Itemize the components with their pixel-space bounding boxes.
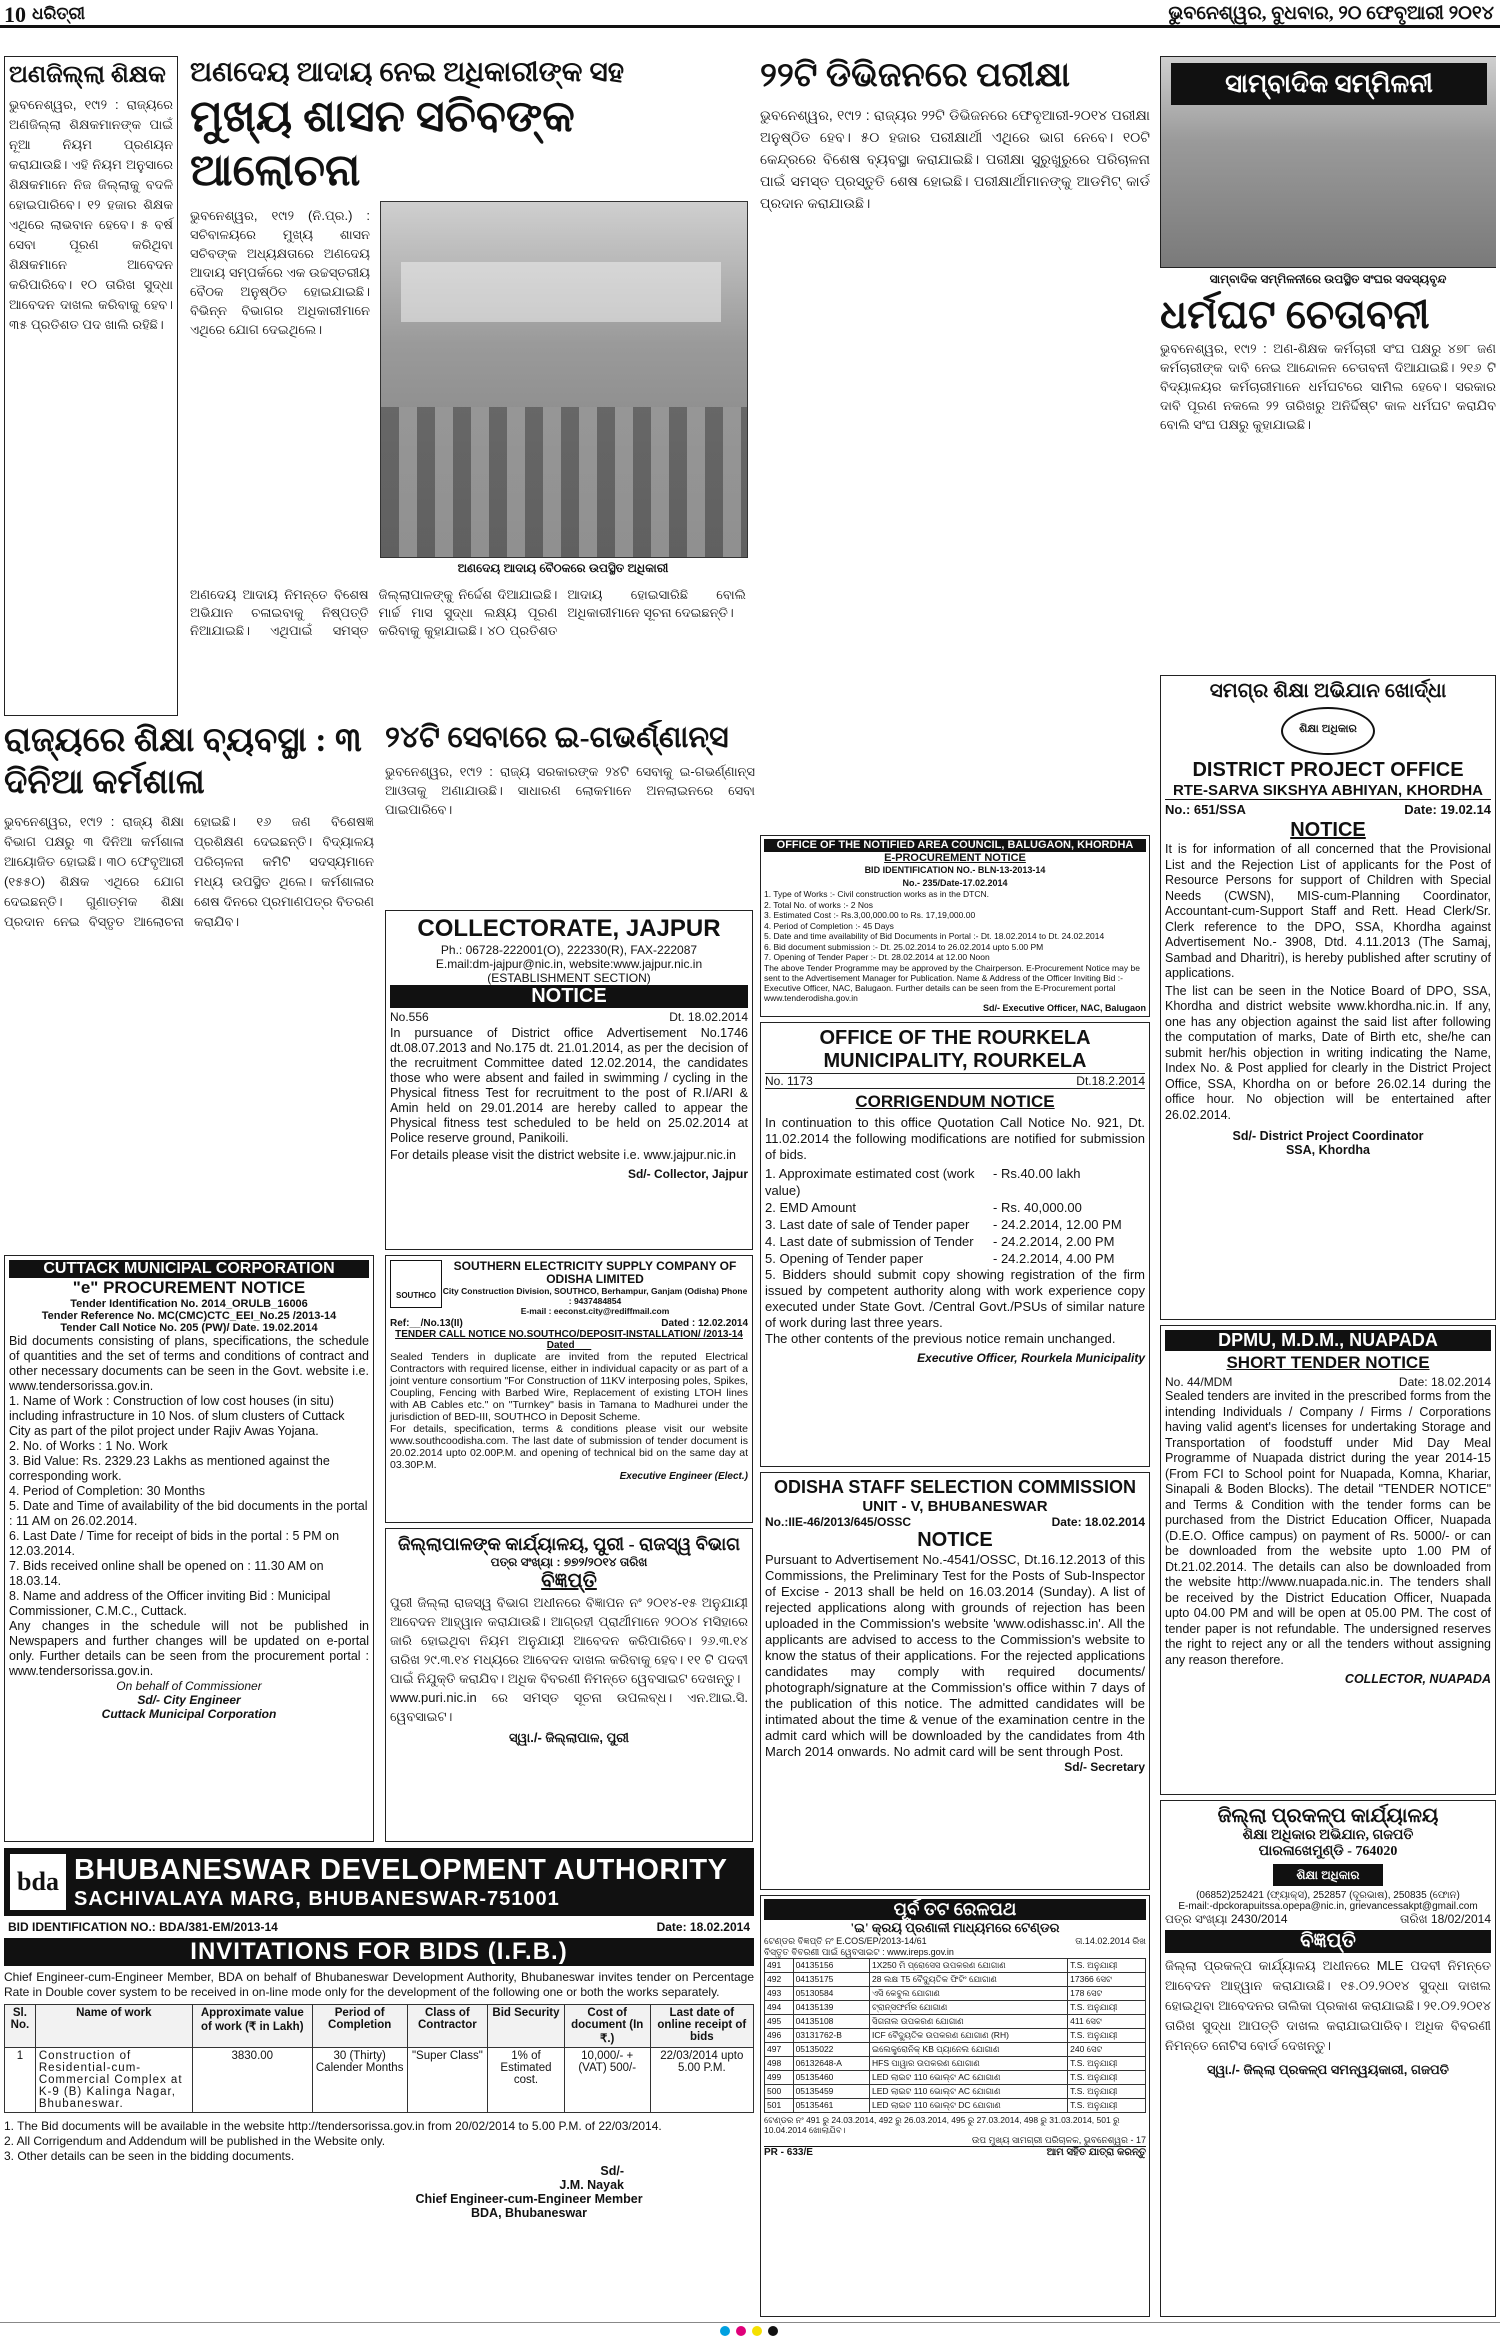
magenta-dot-icon — [736, 2326, 746, 2336]
notice-sign: Sd/- Collector, Jajpur — [627, 1167, 748, 1181]
notice-addr: ପାରଳାଖେମୁଣ୍ଡି - 764020 — [1258, 1844, 1398, 1859]
table-row — [765, 2099, 1146, 2113]
notice-body: Pursuant to Advertisement No.-4541/OSSC, Dt.16.12.2013 of this Commissions, the Preliminary Test for the Posts of Sub-Inspector of Excise - 2013 shall be held on 16.03.2014 (Sunday). A list of rejected applications along with grounds of rejection has been uploaded in the Commission's website 'www.odishassc.in'. All the applicants are advised to access to the Commission's website to know the status of their applications. For the rejected applications candidates may comply with required documents/ photograph/signature at the Commission's office within 7 days of the publication of this notice. The admitted candidates will be intimated about the time & venue of the examination centre in the admit card which will be downloaded by the candidates from 4th March 2014 onwards. No admit card will be sent through Post. — [765, 1552, 1145, 1759]
notice-note: Any changes in the schedule will not be published in Newspapers and further changes will be updated on e-portal only. Further details can be seen from the procurement portal : www.tendersorissa.gov.in. — [9, 1619, 369, 1678]
table-cell: 04135175 — [793, 1973, 869, 1987]
tender-site: ବିସ୍ତୃତ ବିବରଣୀ ପାଇଁ ୱେବସାଇଟ : www.ireps.gov.in — [764, 1947, 954, 1957]
table-cell: ଇଲେକ୍ଟ୍ରୋନିକ୍ KB ପ୍ୟାନେଲ ଯୋଗାଣ — [870, 2043, 1068, 2057]
rourkela-notice — [760, 1022, 1150, 1467]
item-value: - 24.2.2014, 4.00 PM — [993, 1251, 1115, 1266]
banner-text: ସାମ୍ବାଦିକ ସମ୍ମିଳନୀ — [1171, 63, 1487, 105]
table-header-cell: Name of work — [35, 2005, 192, 2048]
notice-no: No. 44/MDM — [1165, 1375, 1233, 1389]
notice-title: ପୂର୍ବ ତଟ ରେଳପଥ — [764, 1899, 1146, 1920]
notice-note: The above Tender Programme may be approved by the Chairperson. E-Procurement Notice may be sent to the Advertisement Manager for Publication. Name & Address of the Officer Inviting Bid :- Executive Officer, NAC, Balugaon. Further details can be seen from the E-Procurement portal www.tenderodisha.gov.in — [764, 962, 1140, 1003]
notice-title: OFFICE OF THE ROURKELA MUNICIPALITY, ROURKELA — [819, 1027, 1091, 1072]
dpo-khordha-notice — [1160, 675, 1496, 1320]
print-registration-marks — [0, 2322, 1500, 2339]
notice-no: ପତ୍ର ସଂଖ୍ୟା : ୭୭୨/୨୦୧୪ ତାରିଖ — [490, 1555, 648, 1569]
page-number: 10 — [4, 2, 26, 27]
notice-no: No.556 — [390, 1010, 429, 1024]
table-cell: ଏସି କେବୁଲ ଯୋଗାଣ — [870, 1987, 1068, 2001]
notice-line: 2. Total No. of works :- 2 Nos — [764, 899, 873, 910]
notice-item: 4. Period of Completion: 30 Months — [9, 1484, 205, 1498]
notice-title: COLLECTORATE, JAJPUR — [417, 915, 721, 942]
table-cell: 3830.00 — [192, 2048, 312, 2113]
table-row — [765, 2015, 1146, 2029]
notice-email: E-mail : eeconst.city@rediffmail.com — [520, 1306, 670, 1316]
notice-line: 6. Bid document submission :- Dt. 25.02.2014 to 26.02.2014 upto 5.00 PM — [764, 941, 1044, 952]
table-cell: 497 — [765, 2043, 794, 2057]
notice-item: 3. Bid Value: Rs. 2329.23 Lakhs as mentioned against the corresponding work. — [9, 1454, 330, 1483]
notice-item — [765, 1199, 1145, 1216]
yellow-dot-icon — [752, 2326, 762, 2336]
bda-intro: Chief Engineer-cum-Engineer Member, BDA on behalf of Bhubaneswar Development Authority, Bhubaneswar invites tender on Percentage Rate in Double cover system to be received in on-line mode only for the development of the following one or both the works separately. — [4, 1970, 754, 1999]
table-cell: 500 — [765, 2085, 794, 2099]
notice-body: ଜିଲ୍ଲା ପ୍ରକଳ୍ପ କାର୍ଯ୍ୟାଳୟ ଅଧୀନରେ MLE ପଦବୀ ନିମନ୍ତେ ଆବେଦନ ଆହ୍ୱାନ କରାଯାଉଛି। ୧୫.୦୨.୨୦୧୪ ସୁଦ୍ଧା ଦାଖଲ ହୋଇଥିବା ଆବେଦନର ତାଲିକା ପ୍ରକାଶ କରାଯାଇଛି। ୨୧.୦୨.୨୦୧୪ ତାରିଖ ସୁଦ୍ଧା ଆପତ୍ତି ଦାଖଲ କରାଯାଇପାରିବ। ଅଧିକ ବିବରଣୀ ନିମନ୍ତେ ନୋଟିସ ବୋର୍ଡ ଦେଖନ୍ତୁ। — [1165, 1958, 1491, 2053]
table-cell: T.S. ଅନୁଯାୟୀ — [1068, 2071, 1146, 2085]
sign-org: BDA, Bhubaneswar — [471, 2206, 587, 2220]
notice-email: E-mail:-dpckorapuitssa.opepa@nic.in, grievancessakpt@gmail.com — [1178, 1901, 1478, 1912]
table-cell: ଟ୍ରାନ୍ସଫର୍ମର ଯୋଗାଣ — [870, 2001, 1068, 2015]
notice-date: Date: 18.02.2014 — [1398, 1375, 1491, 1389]
sign-3: Cuttack Municipal Corporation — [101, 1707, 277, 1721]
notice-sign: COLLECTOR, NUAPADA — [1344, 1672, 1491, 1686]
table-cell: LED ଲାଇଟ 110 ଭୋଲ୍ଟ AC ଯୋଗାଣ — [870, 2085, 1068, 2099]
notice-line: 4. Period of Completion :- 45 Days — [764, 920, 894, 931]
notice-web: www.puri.nic.in ରେ ସମସ୍ତ ସୂଚନା ଉପଲବ୍ଧ। ଏନ.ଆଇ.ସି. ୱେବସାଇଟ। — [390, 1690, 748, 1724]
notice-no: No.- 235/Date-17.02.2014 — [902, 877, 1008, 888]
table-cell: 10,000/- + (VAT) 500/- — [564, 2048, 650, 2113]
notice-item — [765, 1250, 1145, 1267]
notice-title: ଜିଲ୍ଲା ପ୍ରକଳ୍ପ କାର୍ଯ୍ୟାଳୟ — [1217, 1805, 1439, 1827]
notice-item — [765, 1165, 1145, 1199]
masthead-small: ଧରିତ୍ରୀ — [32, 4, 86, 23]
office-name: DISTRICT PROJECT OFFICE — [1192, 759, 1464, 781]
press-meet-photo — [1160, 56, 1496, 268]
notice-date: ତାରିଖ 18/02/2014 — [1399, 1912, 1491, 1926]
cuttack-notice — [4, 1255, 374, 1842]
table-cell: 491 — [765, 1959, 794, 1973]
notice-other: The other contents of the previous notice remain unchanged. — [765, 1331, 1116, 1346]
item-label: 1. Approximate estimated cost (work value) — [765, 1166, 975, 1198]
notice-body: In continuation to this office Quotation Call Notice No. 921, Dt. 11.02.2014 the following modifications are notified for submission of bids. — [765, 1115, 1145, 1162]
article-mid-left — [4, 720, 374, 1260]
notice-ref: Ref:__/No.13(II) — [390, 1318, 463, 1329]
ossc-notice — [760, 1472, 1150, 1890]
notice-body: Sealed Tenders in duplicate are invited from the reputed Electrical Contractors with required license, either in individual capacity or as part of a joint venture consortium "For Construction of 11KV interposing poles, Spikes, Coupling, Fencing with Barbed Wire, Replacement of existing LTOH lines with AB Cables etc." on "Turnkey" basis in Tamana to Madhurei under the jurisdiction of BED-III, SOUTHCO in Deposit Scheme. — [390, 1351, 748, 1423]
tender-call: TENDER CALL NOTICE NO.SOUTHCO/DEPOSIT-INSTALLATION/ /2013-14 Dated___ — [395, 1329, 743, 1351]
notice-body-2: The list can be seen in the Notice Board of DPO, SSA, Khordha and district website www.khordha.nic.in. If any, one has any objection against the said list after following the computation of marks, Date of Birth etc, she/he can submit her/his objection in writing indicating the Name, Index No. & Post applied for clearly in the District Project Office, SSA, Khordha on or before 26.02.14 during the office hour. No objection will be entertained after 26.02.2014. — [1165, 983, 1491, 1122]
bda-note: 3. Other details can be seen in the bidding documents. — [4, 2149, 295, 2163]
article-col3-top — [760, 56, 1150, 566]
table-cell: 05135460 — [793, 2071, 869, 2085]
bda-title: BHUBANESWAR DEVELOPMENT AUTHORITY — [74, 1854, 728, 1886]
notice-date: Dated : 12.02.2014 — [661, 1318, 748, 1329]
table-header-cell: Class of Contractor — [407, 2005, 488, 2048]
notice-title: CUTTACK MUNICIPAL CORPORATION — [9, 1260, 369, 1278]
notice-item: 8. Name and address of the Officer inviting Bid : Municipal Commissioner, C.M.C., Cuttack. — [9, 1589, 331, 1618]
notice-items — [9, 1394, 369, 1619]
article-col4-top — [1160, 56, 1496, 666]
notice-body: It is for information of all concerned that the Provisional List and the Rejection List of applicants for the Post of Resource Persons for support of Children with Special Needs (CWSN), MIS-cum-Planning Coordinator, Accountant-cum-Support Staff and Rett. Head Clerk/Sr. Clerk reference to the DPO, SSA, Khordha against Advertisement No.- 3908, Dtd. 4.11.2013 (The Samaj, Sambad and Dharitri), is hereby published after scrutiny of applications. — [1165, 842, 1491, 980]
table-cell: 05135459 — [793, 2085, 869, 2099]
notice-sign-2: SSA, Khordha — [1285, 1143, 1371, 1157]
notice-lines — [764, 889, 1146, 963]
item-label: 5. Opening of Tender paper — [765, 1251, 924, 1266]
notice-title: ODISHA STAFF SELECTION COMMISSION — [773, 1477, 1136, 1497]
article-body: ଭୁବନେଶ୍ୱର, ୧୯ା୨ : ରାଜ୍ୟର ୨୨ଟି ଡିଭିଜନରେ ଫେବୃଆରୀ-୨୦୧୪ ପରୀକ୍ଷା ଅନୁଷ୍ଠିତ ହେବ। ୫୦ ହଜାର ପରୀକ୍ଷାର୍ଥୀ ଏଥିରେ ଭାଗ ନେବେ। ୧୦ଟି କେନ୍ଦ୍ରରେ ବିଶେଷ ବ୍ୟବସ୍ଥା କରାଯାଇଛି। ପରୀକ୍ଷା ସୁରୁଖୁରୁରେ ପରିଚାଳନା ପାଇଁ ସମସ୍ତ ପ୍ରସ୍ତୁତି ଶେଷ ହୋଇଛି। ପରୀକ୍ଷାର୍ଥୀମାନଙ୍କୁ ଆଡମିଟ୍ କାର୍ଡ ପ୍ରଦାନ କରାଯାଉଛି। — [760, 107, 1150, 211]
notice-division: City Construction Division, SOUTHCO, Berhampur, Ganjam (Odisha) Phone : 9437484854 — [442, 1286, 748, 1306]
notice-heading: CORRIGENDUM NOTICE — [855, 1092, 1055, 1111]
item-label: 4. Last date of submission of Tender — [765, 1234, 974, 1249]
notice-item-6: 5. Bidders should submit copy showing registration of the firm issued by competent authority along with work experience copy executed under State Govt. /Central Govt./PSUs of similar nature of work during last three years. — [765, 1267, 1145, 1330]
table-cell: 06132648-A — [793, 2057, 869, 2071]
table-row — [765, 2071, 1146, 2085]
table-cell: 22/03/2014 upto 5.00 P.M. — [650, 2048, 753, 2113]
notice-item: 6. Last Date / Time for receipt of bids in the portal : 5 PM on 12.03.2014. — [9, 1529, 340, 1558]
puri-notice — [385, 1528, 753, 1842]
table-row — [765, 2029, 1146, 2043]
notice-no: No.:IIE-46/2013/645/OSSC — [765, 1515, 912, 1529]
table-header-cell: Cost of document (In ₹.) — [564, 2005, 650, 2048]
notice-title: ସମଗ୍ର ଶିକ୍ଷା ଅଭିଯାନ ଖୋର୍ଦ୍ଧା — [1209, 680, 1447, 702]
table-header-cell: Period of Completion — [312, 2005, 407, 2048]
notice-item — [765, 1216, 1145, 1233]
main-headline-2: ମୁଖ୍ୟ ଶାସନ ସଚିବଙ୍କ ଆଲୋଚନା — [190, 92, 575, 195]
main-headline-1: ଅଣଦେୟ ଆଦାୟ ନେଇ ଅଧିକାରୀଙ୍କ ସହ — [190, 57, 625, 88]
notice-line: 1. Type of Works :- Civil construction works as in the DTCN. — [764, 889, 990, 899]
dpo-gajapati-notice — [1160, 1800, 1496, 2317]
table-cell: 28 ଲକ୍ଷ T5 ବୈଦ୍ୟୁତିକ ଫିଟିଂ ଯୋଗାଣ — [870, 1973, 1068, 1987]
notice-item: 5. Date and Time of availability of the bid documents in the portal : 11 AM on 26.02.2014. — [9, 1499, 368, 1528]
table-cell: T.S. ଅନୁଯାୟୀ — [1068, 2085, 1146, 2099]
main-body-1: ଭୁବନେଶ୍ୱର, ୧୯ା୨ (ନି.ପ୍ର.) : ସଚିବାଳୟରେ ମୁଖ୍ୟ ଶାସନ ସଚିବଙ୍କ ଅଧ୍ୟକ୍ଷତାରେ ଅଣଦେୟ ଆଦାୟ ସମ୍ପର୍କରେ ଏକ ଉଚ୍ଚସ୍ତରୀୟ ବୈଠକ ଅନୁଷ୍ଠିତ ହୋଇଯାଇଛି। ବିଭିନ୍ନ ବିଭାଗର ଅଧିକାରୀମାନେ ଏଥିରେ ଯୋଗ ଦେଇଥିଲେ। — [190, 208, 370, 337]
table-cell: 1% of Estimated cost. — [488, 2048, 565, 2113]
headline: ଧର୍ମଘଟ ଚେତାବନୀ — [1160, 292, 1430, 337]
notice-date: Date: 19.02.14 — [1404, 802, 1491, 817]
notice-no: No.: 651/SSA — [1165, 802, 1246, 817]
table-cell: ସିଗନାଲ ଉପକରଣ ଯୋଗାଣ — [870, 2015, 1068, 2029]
notice-item: 2. No. of Works : 1 No. Work — [9, 1439, 168, 1453]
table-cell: 05135022 — [793, 2043, 869, 2057]
notice-sign-1: Sd/- District Project Coordinator — [1232, 1129, 1424, 1143]
table-cell: 499 — [765, 2071, 794, 2085]
sign-desig: Chief Engineer-cum-Engineer Member — [415, 2192, 643, 2206]
table-cell: T.S. ଅନୁଯାୟୀ — [1068, 2001, 1146, 2015]
table-row — [765, 1973, 1146, 1987]
headline: ରାଜ୍ୟରେ ଶିକ୍ଷା ବ୍ୟବସ୍ଥା : ୩ ଦିନିଆ କର୍ମଶାଳା — [4, 722, 362, 801]
notice-more: For details please visit the district website i.e. www.jajpur.nic.in — [390, 1148, 736, 1162]
tender-foot: ଟେଣ୍ଡର ନଂ 491 ରୁ 24.03.2014, 492 ରୁ 26.03.2014, 495 ରୁ 27.03.2014, 498 ରୁ 31.03.2014, 501 ରୁ 10.04.2014 ଖୋଲାଯିବ। — [764, 2115, 1120, 2135]
notice-sub: ଶିକ୍ଷା ଅଧିକାର ଅଭିଯାନ, ଗଜପତି — [1242, 1828, 1414, 1843]
notice-title: OFFICE OF THE NOTIFIED AREA COUNCIL, BALUGAON, KHORDHA — [764, 839, 1146, 852]
table-cell: 493 — [765, 1987, 794, 2001]
article-body: ଭୁବନେଶ୍ୱର, ୧୯ା୨ : ରାଜ୍ୟ ଶିକ୍ଷା ବିଭାଗ ପକ୍ଷରୁ ୩ ଦିନିଆ କର୍ମଶାଳା ଆୟୋଜିତ ହୋଇଛି। ୩୦ ଫେବୃଆରୀ (୧୫୫୦) ଶିକ୍ଷକ ଏଥିରେ ଯୋଗ ଦେଇଛନ୍ତି। ଗୁଣାତ୍ମକ ଶିକ୍ଷା ପ୍ରଦାନ ନେଇ ବିସ୍ତୃତ ଆଲୋଚନା ହୋଇଛି। ୧୬ ଜଣ ବିଶେଷଜ୍ଞ ପ୍ରଶିକ୍ଷଣ ଦେଇଛନ୍ତି। ବିଦ୍ୟାଳୟ ପରିଚାଳନା କମିଟି ସଦସ୍ୟମାନେ ମଧ୍ୟ ଉପସ୍ଥିତ ଥିଲେ। କର୍ମଶାଳାର ଶେଷ ଦିନରେ ପ୍ରମାଣପତ୍ର ବିତରଣ କରାଯିବ। — [4, 814, 374, 929]
table-cell: 411 ସେଟ — [1068, 2015, 1146, 2029]
table-cell: T.S. ଅନୁଯାୟୀ — [1068, 2057, 1146, 2071]
date-line: ଭୁବନେଶ୍ୱର, ବୁଧବାର, ୨୦ ଫେବୃଆରୀ ୨୦୧୪ — [1168, 3, 1494, 24]
table-cell: 17366 ସେଟ — [1068, 1973, 1146, 1987]
bid-id: BID IDENTIFICATION NO.- BLN-13-2013-14 — [864, 865, 1046, 875]
article-body: ଭୁବନେଶ୍ୱର, ୧୯ା୨ : ରାଜ୍ୟ ସରକାରଙ୍କ ୨୪ଟି ସେବାକୁ ଇ-ଗଭର୍ଣ୍ଣାନ୍ସ ଆଓତାକୁ ଅଣାଯାଉଛି। ସାଧାରଣ ଲୋକମାନେ ଅନଲାଇନରେ ସେବା ପାଇପାରିବେ। — [385, 764, 755, 817]
notice-phone: (06852)252421 (ଫ୍ୟାକ୍ସ), 252857 (ଦୂରଭାଷ), 250835 (ଫୋନ) — [1196, 1890, 1460, 1901]
bda-addr: SACHIVALAYA MARG, BHUBANESWAR-751001 — [74, 1888, 560, 1910]
table-cell: 30 (Thirty) Calender Months — [312, 2048, 407, 2113]
ifb-heading: INVITATIONS FOR BIDS (I.F.B.) — [4, 1938, 754, 1966]
table-row — [765, 2043, 1146, 2057]
notice-sign: Sd/- Secretary — [1064, 1760, 1145, 1774]
item-value: - 24.2.2014, 12.00 PM — [993, 1217, 1122, 1232]
article-body: ଭୁବନେଶ୍ୱର, ୧୯ା୨ : ରାଜ୍ୟରେ ଅଣଜିଲ୍ଲା ଶିକ୍ଷକମାନଙ୍କ ପାଇଁ ନୂଆ ନିୟମ ପ୍ରଣୟନ କରାଯାଉଛି। ଏହି ନିୟମ ଅନୁସାରେ ଶିକ୍ଷକମାନେ ନିଜ ଜିଲ୍ଲାକୁ ବଦଳି ହୋଇପାରିବେ। ୧୨ ହଜାର ଶିକ୍ଷକ ଏଥିରେ ଲାଭବାନ ହେବେ। ୫ ବର୍ଷ ସେବା ପୂରଣ କରିଥିବା ଶିକ୍ଷକମାନେ ଆବେଦନ କରିପାରିବେ। ୧୦ ତାରିଖ ସୁଦ୍ଧା ଆବେଦନ ଦାଖଲ କରିବାକୁ ହେବ। ୩୫ ପ୍ରତିଶତ ପଦ ଖାଲି ରହିଛି। — [9, 97, 173, 332]
table-cell: LED ଲାଇଟ 110 ଭୋଲ୍ଟ AC ଯୋଗାଣ — [870, 2071, 1068, 2085]
table-row — [765, 1959, 1146, 1973]
bda-table — [4, 2004, 754, 2113]
sign-name: J.M. Nayak — [559, 2178, 624, 2192]
notice-more: For details, specification, terms & conditions please visit our website www.southcoodisha.com. The last date of submission of tender document is 20.02.2014 upto 02.00P.M. and opening of technical bid on the same day at 03.30P.M. — [390, 1423, 748, 1471]
item-label: 2. EMD Amount — [765, 1200, 857, 1215]
table-header-cell: Approximate value of work (₹ in Lakh) — [192, 2005, 312, 2048]
tender-table — [764, 1958, 1146, 2113]
table-cell: 04135156 — [793, 1959, 869, 1973]
notice-title: ଜିଲ୍ଲାପାଳଙ୍କ କାର୍ଯ୍ୟାଳୟ, ପୁରୀ - ରାଜସ୍ୱ ବିଭାଗ — [397, 1534, 741, 1554]
headline: ୨୪ଟି ସେବାରେ ଇ-ଗଭର୍ଣ୍ଣାନ୍ସ — [385, 721, 729, 754]
notice-body: Sealed tenders are invited in the prescribed forms from the intending Individuals / Company / Firms / Corporations having valid agent's licenses for undertaking Storage and Transportation of foodstuff under Mid Day Meal Programme of Nuapada district during the year 2014-15 (From FCI to School point for Nuapada, Komna, Khariar, Sinapali & Boden Blocks). The detail "TENDER NOTICE" and Terms & Condition with the tender forms can be purchased from the District Education Officer, Nuapada (D.E.O. Office campus) on payment of Rs. 5000/- or can be downloaded from the website upto 1.00 PM of Dt.21.02.2014. The details can also be downloaded from the website http://www.nuapada.nic.in. The tenders shall be received by the District Education Officer, Nuapada upto 04.00 PM and will be open at 05.00 PM. The cost of tender paper is not refundable. The undersigned reserves the right to reject any or all the tenders without assigning any reason therefore. — [1165, 1389, 1491, 1667]
notice-sign: ସ୍ୱା./- ଜିଲ୍ଲାପାଳ, ପୁରୀ — [509, 1730, 629, 1745]
item-label: 3. Last date of sale of Tender paper — [765, 1217, 970, 1232]
photo-caption: ସାମ୍ବାଦିକ ସମ୍ମିଳନୀରେ ଉପସ୍ଥିତ ସଂଘର ସଦସ୍ୟବୃନ୍ଦ — [1209, 272, 1447, 286]
east-coast-railway-tender — [760, 1895, 1150, 2317]
notice-heading: NOTICE — [1290, 819, 1366, 841]
item-value: - 24.2.2014, 2.00 PM — [993, 1234, 1115, 1249]
notice-heading: ବିଜ୍ଞପ୍ତି — [1165, 1930, 1491, 1953]
notice-item: 7. Bids received online shall be opened on : 11.30 AM on 18.03.14. — [9, 1559, 324, 1588]
table-cell: 178 ସେଟ — [1068, 1987, 1146, 2001]
table-cell: T.S. ଅନୁଯାୟୀ — [1068, 2099, 1146, 2113]
table-header-cell: Last date of online receipt of bids — [650, 2005, 753, 2048]
table-cell: T.S. ଅନୁଯାୟୀ — [1068, 1959, 1146, 1973]
notice-sub: UNIT - V, BHUBANESWAR — [862, 1498, 1048, 1515]
dpmu-nuapada-notice — [1160, 1325, 1496, 1795]
tender-ref: ଟେଣ୍ଡର ବିଜ୍ଞପ୍ତି ନଂ E.COS/EP/2013-14/61 — [764, 1936, 927, 1946]
pr-number: PR - 633/E — [764, 2147, 813, 2158]
table-cell: 498 — [765, 2057, 794, 2071]
table-cell: LED ଲାଇଟ 110 ଭୋଲ୍ଟ DC ଯୋଗାଣ — [870, 2099, 1068, 2113]
tender-date: ତା.14.02.2014 ରିଖ — [1075, 1936, 1146, 1946]
notice-body: In pursuance of District office Advertisement No.1746 dt.08.07.2013 and No.175 dt. 21.01.2014, as per the decision of the recruitment Committee dated 12.02.2014, the candidates those who were absent and failed in swimming / cycling in the Physical fitness Test for recruitment to the post of R.I/ARI & Amin held on 29.01.2014 are hereby called to appear the Physical fitness test scheduled to be held on 25.02.2014 at Police reserve ground, Panikoili. — [390, 1026, 748, 1145]
table-cell: 240 ସେଟ — [1068, 2043, 1146, 2057]
notice-body: ପୁରୀ ଜିଲ୍ଲା ରାଜସ୍ୱ ବିଭାଗ ଅଧୀନରେ ବିଜ୍ଞାପନ ନଂ ୨୦୧୪-୧୫ ଅନୁଯାୟୀ ଆବେଦନ ଆହ୍ୱାନ କରାଯାଉଛି। ଆଗ୍ରହୀ ପ୍ରାର୍ଥୀମାନେ ୨୦୦୪ ମସିହାରେ ଜାରି ହୋଇଥିବା ନିୟମ ଅନୁଯାୟୀ ଆବେଦନ କରିପାରିବେ। ୨୬.୩.୧୪ ତାରିଖ ୨୯.୩.୧୪ ମଧ୍ୟରେ ଆବେଦନ ଦାଖଲ କରିବାକୁ ହେବ। ୧୧ ଟି ପଦବୀ ପାଇଁ ନିଯୁକ୍ତି କରାଯିବ। ଅଧିକ ବିବରଣୀ ନିମନ୍ତେ ୱେବସାଇଟ ଦେଖନ୍ତୁ। — [390, 1595, 748, 1686]
table-row — [765, 2001, 1146, 2015]
notice-items — [765, 1165, 1145, 1267]
sign-2: Sd/- City Engineer — [137, 1693, 241, 1707]
notice-sub: "e" PROCUREMENT NOTICE — [72, 1278, 306, 1297]
bda-note: 2. All Corrigendum and Addendum will be published in the Website only. — [4, 2134, 386, 2148]
table-cell: Construction of Residential-cum-Commercial Complex at K-9 (B) Kalinga Nagar, Bhubaneswar. — [35, 2048, 192, 2113]
table-cell: 1X250 ମି ପ୍ରୋସେସ ଉପକରଣ ଯୋଗାଣ — [870, 1959, 1068, 1973]
table-cell: 04135108 — [793, 2015, 869, 2029]
table-cell: 494 — [765, 2001, 794, 2015]
article-body: ଭୁବନେଶ୍ୱର, ୧୯ା୨ : ଅଣ-ଶିକ୍ଷକ କର୍ମଚାରୀ ସଂଘ ପକ୍ଷରୁ ୪୭୮ ଜଣ କର୍ମଚାରୀଙ୍କ ଦାବି ନେଇ ଆନ୍ଦୋଳନ ଚେତାବନୀ ଦିଆଯାଇଛି। ୨୧୬ ଟି ବିଦ୍ୟାଳୟର କର୍ମଚାରୀମାନେ ଧର୍ମଘଟରେ ସାମିଲ ହେବେ। ସରକାର ଦାବି ପୂରଣ ନକଲେ ୨୨ ତାରିଖରୁ ଅନିର୍ଦ୍ଦିଷ୍ଟ କାଳ ଧର୍ମଘଟ କରାଯିବ ବୋଲି ସଂଘ ପକ୍ଷରୁ କୁହାଯାଇଛି। — [1160, 341, 1496, 432]
notice-sub: 'ଇ' କ୍ରୟ ପ୍ରଣାଳୀ ମାଧ୍ୟମରେ ଟେଣ୍ଡର — [850, 1920, 1060, 1935]
notice-heading: NOTICE — [390, 985, 748, 1008]
table-cell: HFS ପାୱାର ଉପକରଣ ଯୋଗାଣ — [870, 2057, 1068, 2071]
bda-banner — [4, 1848, 754, 1916]
main-body-2: ଅଣଦେୟ ଆଦାୟ ନିମନ୍ତେ ବିଶେଷ ଅଭିଯାନ ଚଳାଇବାକୁ ନିଷ୍ପତ୍ତି ନିଆଯାଇଛି। ଏଥିପାଇଁ ସମସ୍ତ ଜିଲ୍ଲାପାଳଙ୍କୁ ନିର୍ଦ୍ଦେଶ ଦିଆଯାଇଛି। ମାର୍ଚ୍ଚ ମାସ ସୁଦ୍ଧା ଲକ୍ଷ୍ୟ ପୂରଣ କରିବାକୁ କୁହାଯାଇଛି। ୪୦ ପ୍ରତିଶତ ଆଦାୟ ହୋଇସାରିଛି ବୋଲି ଅଧିକାରୀମାନେ ସୂଚନା ଦେଇଛନ୍ତି। — [190, 587, 746, 638]
table-row — [765, 1987, 1146, 2001]
tender-ref: Tender Reference No. MC(CMC)CTC_EEI_No.25 /2013-14 — [41, 1310, 337, 1322]
notice-sign: ସ୍ୱା./- ଜିଲ୍ଲା ପ୍ରକଳ୍ପ ସମନ୍ୱୟକାରୀ, ଗଜପତି — [1207, 2062, 1449, 2077]
bda-notice — [4, 1848, 754, 2318]
sign-1: On behalf of Commissioner — [116, 1679, 262, 1693]
table-header-cell: Sl. No. — [5, 2005, 36, 2048]
notice-line: 7. Opening of Tender Paper :- Dt. 28.02.2014 at 12.00 Noon — [764, 952, 990, 962]
table-cell: ICF ବୈଦ୍ୟୁତିକ ଉପକରଣ ଯୋଗାଣ (RH) — [870, 2029, 1068, 2043]
notice-title: DPMU, M.D.M., NUAPADA — [1165, 1330, 1491, 1351]
table-cell: T.S. ଅନୁଯାୟୀ — [1068, 2029, 1146, 2043]
table-cell: 03131762-B — [793, 2029, 869, 2043]
table-cell: 496 — [765, 2029, 794, 2043]
notice-date: Dt.18.2.2014 — [1076, 1074, 1145, 1088]
notice-section: (ESTABLISHMENT SECTION) — [487, 971, 651, 985]
table-row — [765, 2085, 1146, 2099]
headline: ଅଣଜିଲ୍ଲା ଶିକ୍ଷକ — [9, 62, 166, 88]
table-cell: 1 — [5, 2048, 36, 2113]
table-cell: 492 — [765, 1973, 794, 1987]
rail-slogan: ଆମ ସହିତ ଯାତ୍ରା କରନ୍ତୁ — [1046, 2147, 1146, 2158]
table-row — [765, 2057, 1146, 2071]
article-col1-top — [4, 56, 178, 716]
bda-note: 1. The Bid documents will be available in the website http://tendersorissa.gov.in from 20/02/2014 to 5.00 P.M. of 22/03/2014. — [4, 2119, 662, 2133]
notice-heading: ବିଜ୍ଞପ୍ତି — [541, 1570, 597, 1592]
notice-no: No. 1173 — [765, 1074, 813, 1088]
notice-item: 1. Name of Work : Construction of low cost houses (in situ) including infrastructure in 10 Nos. of slum clusters of Cuttack City as part of the pilot project under Rajiv Awas Yojana. — [9, 1394, 345, 1438]
notice-line: 3. Estimated Cost :- Rs.3,00,000.00 to Rs. 17,19,000.00 — [764, 910, 976, 920]
notice-line: 5. Date and time availability of Bid Documents in Portal :- Dt. 18.02.2014 to Dt. 24.02.2014 — [764, 931, 1105, 941]
notice-sign: Executive Officer, Rourkela Municipality — [917, 1351, 1145, 1365]
rte-logo-icon: ଶିକ୍ଷା ଅଧିକାର — [1273, 1864, 1383, 1886]
table-header-cell: Bid Security — [488, 2005, 565, 2048]
cyan-dot-icon — [720, 2326, 730, 2336]
bid-id: BID IDENTIFICATION NO.: BDA/381-EM/2013-14 — [8, 1920, 278, 1934]
jajpur-notice — [385, 910, 753, 1250]
table-cell: "Super Class" — [407, 2048, 488, 2113]
sign-sd: Sd/- — [600, 2164, 624, 2178]
meeting-photo — [380, 201, 748, 558]
notice-sub: E-PROCUREMENT NOTICE — [884, 851, 1026, 864]
tender-sign: ଉପ ମୁଖ୍ୟ ସାମଗ୍ରୀ ପରିଚାଳକ, ଭୁବନେଶ୍ୱର - 17 — [971, 2135, 1146, 2145]
table-cell: 05130584 — [793, 1987, 869, 2001]
notice-title: SOUTHERN ELECTRICITY SUPPLY COMPANY OF ODISHA LIMITED — [453, 1259, 737, 1286]
notice-phone: Ph.: 06728-222001(O), 222330(R), FAX-222087 — [440, 943, 698, 957]
notice-date: Dt. 18.02.2014 — [669, 1010, 748, 1024]
notice-body: Bid documents consisting of plans, specifications, the schedule of quantities and the set of terms and conditions of contract and other necessary documents can be seen in the Govt. website i.e. www.tendersorissa.gov.in. — [9, 1334, 369, 1393]
rte-logo-icon: ଶିକ୍ଷା ଅଧିକାର — [1281, 707, 1375, 755]
nac-balugaon-notice — [760, 835, 1150, 1017]
photo-caption: ଅଣଦେୟ ଆଦାୟ ବୈଠକରେ ଉପସ୍ଥିତ ଅଧିକାରୀ — [457, 561, 669, 575]
bda-logo-icon: bda — [10, 1854, 66, 1910]
notice-date: Date: 18.02.2014 — [1051, 1515, 1145, 1529]
main-article — [190, 56, 750, 716]
item-value: - Rs.40.00 lakh — [993, 1166, 1081, 1181]
tender-ident: Tender Identification No. 2014_ORULB_16006 — [70, 1298, 308, 1310]
article-mid-center — [385, 720, 755, 910]
table-cell: 04135139 — [793, 2001, 869, 2015]
table-cell: 05135461 — [793, 2099, 869, 2113]
notice-item — [765, 1233, 1145, 1250]
notice-email: E.mail:dm-jajpur@nic.in, website:www.jajpur.nic.in — [435, 957, 703, 971]
notice-heading: NOTICE — [917, 1529, 993, 1551]
black-dot-icon — [768, 2326, 778, 2336]
headline: ୨୨ଟି ଡିଭିଜନରେ ପରୀକ୍ଷା — [760, 57, 1070, 94]
office-sub: RTE-SARVA SIKSHYA ABHIYAN, KHORDHA — [1165, 782, 1491, 800]
notice-sign: Executive Engineer (Elect.) — [619, 1471, 748, 1482]
southco-notice — [385, 1255, 753, 1523]
notice-sign: Sd/- Executive Officer, NAC, Balugaon — [982, 1002, 1146, 1013]
bid-date: Date: 18.02.2014 — [656, 1920, 750, 1934]
item-value: - Rs. 40,000.00 — [993, 1200, 1082, 1215]
tender-call: Tender Call Notice No. 205 (PW)/ Date. 19.02.2014 — [60, 1322, 318, 1334]
notice-sub: SHORT TENDER NOTICE — [1226, 1353, 1430, 1372]
table-cell: 501 — [765, 2099, 794, 2113]
page-header — [0, 0, 1500, 28]
southco-logo-icon: SOUTHCO — [390, 1260, 442, 1308]
bda-notes — [4, 2119, 754, 2164]
notice-no: ପତ୍ର ସଂଖ୍ୟା 2430/2014 — [1165, 1912, 1288, 1926]
table-cell: 495 — [765, 2015, 794, 2029]
